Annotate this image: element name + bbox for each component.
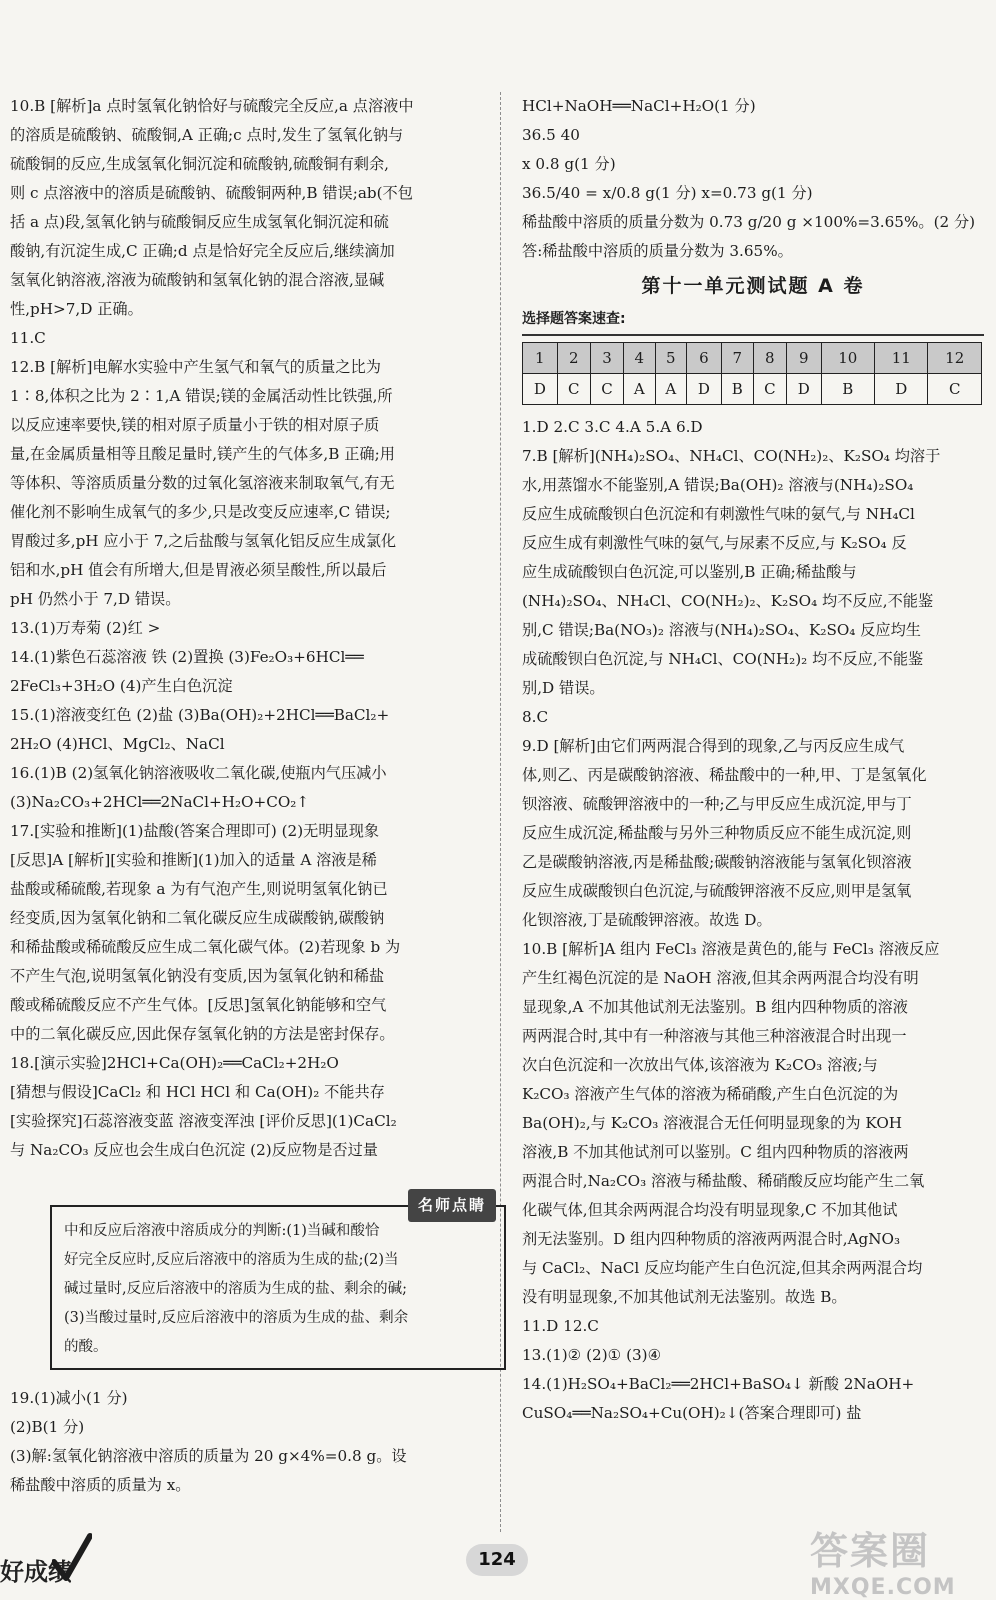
answer-line: 2H₂O (4)HCl、MgCl₂、NaCl — [10, 735, 225, 753]
answer-line: 两两混合时,其中有一种溶液与其他三种溶液混合时出现一 — [522, 1027, 907, 1045]
answer-line: 铝和水,pH 值会有所增大,但是胃液必须呈酸性,所以最后 — [10, 561, 387, 579]
question-number-cell: 7 — [721, 343, 753, 374]
tip-line: 中和反应后溶液中溶质成分的判断:(1)当碱和酸恰 — [64, 1223, 380, 1239]
answer-line: 氢氧化钠溶液,溶液为硫酸钠和氢氧化钠的混合溶液,显碱 — [10, 271, 385, 289]
solution-line: 36.5 40 — [522, 126, 580, 144]
answer-line: 14.(1)H₂SO₄+BaCl₂══2HCl+BaSO₄↓ 新酸 2NaOH+ — [522, 1375, 915, 1393]
answer-line: 8.C — [522, 708, 549, 726]
answer-line: 酸或稀硫酸反应不产生气体。[反思]氢氧化钠能够和空气 — [10, 996, 387, 1014]
answer-cell: D — [687, 374, 722, 405]
answer-line: 与 CaCl₂、NaCl 反应均能产生白色沉淀,但其余两两混合均 — [522, 1259, 923, 1277]
answer-line: CuSO₄══Na₂SO₄+Cu(OH)₂↓(答案合理即可) 盐 — [522, 1404, 862, 1422]
section-title: 第十一单元测试题 A 卷 — [641, 275, 865, 297]
answer-line: 和稀盐酸或稀硫酸反应生成二氧化碳气体。(2)若现象 b 为 — [10, 938, 401, 956]
question-number-cell: 10 — [821, 343, 874, 374]
answer-line: Ba(OH)₂,与 K₂CO₃ 溶液混合无任何明显现象的为 KOH — [522, 1114, 903, 1132]
question-number-cell: 5 — [655, 343, 687, 374]
solution-line: 36.5/40 = x/0.8 g(1 分) x=0.73 g(1 分) — [522, 184, 813, 202]
page-number: 124 — [466, 1544, 528, 1576]
answer-line: 不产生气泡,说明氢氧化钠没有变质,因为氢氧化钠和稀盐 — [10, 967, 385, 985]
answer-line: 以反应速率要快,镁的相对原子质量小于铁的相对原子质 — [10, 416, 380, 434]
answer-line: 乙是碳酸钠溶液,丙是稀盐酸;碳酸钠溶液能与氢氧化钡溶液 — [522, 853, 912, 871]
question-number-cell: 12 — [928, 343, 982, 374]
answer-line: 括 a 点)段,氢氧化钠与硫酸铜反应生成氢氧化铜沉淀和硫 — [10, 213, 389, 231]
answer-line: 7.B [解析](NH₄)₂SO₄、NH₄Cl、CO(NH₂)₂、K₂SO₄ 均溶于 — [522, 447, 941, 465]
answer-line: 催化剂不影响生成氧气的多少,只是改变反应速率,C 错误; — [10, 503, 391, 521]
answer-line: 9.D [解析]由它们两两混合得到的现象,乙与丙反应生成气 — [522, 737, 905, 755]
tip-line: (3)当酸过量时,反应后溶液中的溶质为生成的盐、剩余 — [64, 1310, 409, 1326]
question-number-cell: 9 — [786, 343, 821, 374]
answer-line: 10.B [解析]A 组内 FeCl₃ 溶液是黄色的,能与 FeCl₃ 溶液反应 — [522, 940, 940, 958]
answer-line: 的溶质是硫酸钠、硫酸铜,A 正确;c 点时,发生了氢氧化钠与 — [10, 126, 404, 144]
answer-cell: C — [557, 374, 590, 405]
answer-line: 稀盐酸中溶质的质量为 x。 — [10, 1476, 191, 1494]
answer-line: 12.B [解析]电解水实验中产生氢气和氧气的质量之比为 — [10, 358, 381, 376]
answer-line: 化钡溶液,丁是硫酸钾溶液。故选 D。 — [522, 911, 772, 929]
answer-cell: D — [523, 374, 558, 405]
answer-line: [实验探究]石蕊溶液变蓝 溶液变浑浊 [评价反思](1)CaCl₂ — [10, 1112, 397, 1130]
answer-line: 14.(1)紫色石蕊溶液 铁 (2)置换 (3)Fe₂O₃+6HCl══ — [10, 648, 364, 666]
answer-line: 水,用蒸馏水不能鉴别,A 错误;Ba(OH)₂ 溶液与(NH₄)₂SO₄ — [522, 476, 914, 494]
answer-cell: B — [821, 374, 874, 405]
right-answer-lines — [522, 413, 984, 1428]
answer-line: (2)B(1 分) — [10, 1418, 85, 1436]
answer-line: 盐酸或稀硫酸,若现象 a 为有气泡产生,则说明氢氧化钠已 — [10, 880, 388, 898]
solution-line: 稀盐酸中溶质的质量分数为 0.73 g/20 g ×100%=3.65%。(2 分) — [522, 213, 976, 231]
answer-cell: D — [786, 374, 821, 405]
answer-cell: C — [928, 374, 982, 405]
answer-line: 与 Na₂CO₃ 反应也会生成白色沉淀 (2)反应物是否过量 — [10, 1141, 378, 1159]
answer-line: [猜想与假设]CaCl₂ 和 HCl HCl 和 Ca(OH)₂ 不能共存 — [10, 1083, 385, 1101]
answer-line: 显现象,A 不加其他试剂无法鉴别。B 组内四种物质的溶液 — [522, 998, 908, 1016]
answer-line: 产生红褐色沉淀的是 NaOH 溶液,但其余两两混合均没有明 — [522, 969, 919, 987]
watermark — [810, 1520, 990, 1600]
answer-line: 10.B [解析]a 点时氢氧化钠恰好与硫酸完全反应,a 点溶液中 — [10, 97, 414, 115]
answer-line: 成硫酸钡白色沉淀,与 NH₄Cl、CO(NH₂)₂ 均不反应,不能鉴 — [522, 650, 924, 668]
answer-line: 体,则乙、丙是碳酸钠溶液、稀盐酸中的一种,甲、丁是氢氧化 — [522, 766, 927, 784]
answer-line: 别,C 错误;Ba(NO₃)₂ 溶液与(NH₄)₂SO₄、K₂SO₄ 反应均生 — [522, 621, 921, 639]
answer-line: 硫酸铜的反应,生成氢氧化铜沉淀和硫酸钠,硫酸铜有剩余, — [10, 155, 389, 173]
answer-table-answer-row — [523, 374, 982, 405]
checkmark-icon — [52, 1532, 92, 1582]
question-number-cell: 11 — [875, 343, 928, 374]
answer-line: 反应生成碳酸钡白色沉淀,与硫酸钾溶液不反应,则甲是氢氧 — [522, 882, 912, 900]
watermark-text: 答案圈 — [810, 1529, 931, 1573]
answer-line: 中的二氧化碳反应,因此保存氢氧化钠的方法是密封保存。 — [10, 1025, 395, 1043]
answer-line: 两混合时,Na₂CO₃ 溶液与稀盐酸、稀硝酸反应均能产生二氧 — [522, 1172, 925, 1190]
answer-line: 反应生成沉淀,稀盐酸与另外三种物质反应不能生成沉淀,则 — [522, 824, 912, 842]
answer-line: 等体积、等溶质质量分数的过氧化氢溶液来制取氧气,有无 — [10, 474, 395, 492]
answer-cell: C — [753, 374, 786, 405]
answer-line: 反应生成硫酸钡白色沉淀和有刺激性气味的氨气,与 NH₄Cl — [522, 505, 915, 523]
tip-line: 碱过量时,反应后溶液中的溶质为生成的盐、剩余的碱; — [64, 1281, 407, 1297]
answer-line: 溶液,B 不加其他试剂可以鉴别。C 组内四种物质的溶液两 — [522, 1143, 909, 1161]
answer-line: K₂CO₃ 溶液产生气体的溶液为稀硝酸,产生白色沉淀的为 — [522, 1085, 899, 1103]
answer-line: (3)Na₂CO₃+2HCl══2NaCl+H₂O+CO₂↑ — [10, 793, 310, 811]
quick-answer-subtitle: 选择题答案速查: — [522, 305, 984, 336]
answer-line: 性,pH>7,D 正确。 — [10, 300, 143, 318]
answer-line: 17.[实验和推断](1)盐酸(答案合理即可) (2)无明显现象 — [10, 822, 380, 840]
right-column — [522, 92, 984, 1428]
answer-line: 经变质,因为氢氧化钠和二氧化碳反应生成碳酸钠,碳酸钠 — [10, 909, 385, 927]
answer-line: 没有明显现象,不加其他试剂无法鉴别。故选 B。 — [522, 1288, 847, 1306]
answer-line: 别,D 错误。 — [522, 679, 605, 697]
answer-cell: C — [590, 374, 623, 405]
question-number-cell: 3 — [590, 343, 623, 374]
answer-table-number-row — [523, 343, 982, 374]
brand-logo-text: 好成绩 — [0, 1558, 72, 1586]
answer-line: 16.(1)B (2)氢氧化钠溶液吸收二氧化碳,使瓶内气压减小 — [10, 764, 387, 782]
teacher-tip-text — [64, 1217, 492, 1362]
answer-line: 应生成硫酸钡白色沉淀,可以鉴别,B 正确;稀盐酸与 — [522, 563, 857, 581]
answer-line: 19.(1)减小(1 分) — [10, 1389, 128, 1407]
question-number-cell: 6 — [687, 343, 722, 374]
question-number-cell: 2 — [557, 343, 590, 374]
answer-line: [反思]A [解析][实验和推断](1)加入的适量 A 溶液是稀 — [10, 851, 377, 869]
answer-line: 反应生成有刺激性气味的氨气,与尿素不反应,与 K₂SO₄ 反 — [522, 534, 907, 552]
answer-cell: A — [624, 374, 656, 405]
answer-line: pH 仍然小于 7,D 错误。 — [10, 590, 181, 608]
answer-line: (3)解:氢氧化钠溶液中溶质的质量为 20 g×4%=0.8 g。设 — [10, 1447, 407, 1465]
right-solution-lines — [522, 92, 984, 266]
answer-line: 1.D 2.C 3.C 4.A 5.A 6.D — [522, 418, 703, 436]
solution-line: HCl+NaOH══NaCl+H₂O(1 分) — [522, 97, 756, 115]
left-answer-tail — [10, 1384, 488, 1500]
question-number-cell: 4 — [624, 343, 656, 374]
answer-line: 胃酸过多,pH 应小于 7,之后盐酸与氢氧化铝反应生成氯化 — [10, 532, 397, 550]
answer-line: (NH₄)₂SO₄、NH₄Cl、CO(NH₂)₂、K₂SO₄ 均不反应,不能鉴 — [522, 592, 934, 610]
question-number-cell: 1 — [523, 343, 558, 374]
solution-line: 答:稀盐酸中溶质的质量分数为 3.65%。 — [522, 242, 793, 260]
answer-line: 15.(1)溶液变红色 (2)盐 (3)Ba(OH)₂+2HCl══BaCl₂+ — [10, 706, 390, 724]
watermark-url: MXQE.COM — [810, 1575, 956, 1600]
tip-line: 的酸。 — [64, 1339, 108, 1355]
left-answer-lines — [10, 92, 488, 1165]
answer-line: 11.D 12.C — [522, 1317, 599, 1335]
tip-line: 好完全反应时,反应后溶液中的溶质为生成的盐;(2)当 — [64, 1252, 399, 1268]
answer-cell: B — [721, 374, 753, 405]
answer-line: 1∶8,体积之比为 2∶1,A 错误;镁的金属活动性比铁强,所 — [10, 387, 393, 405]
answer-line: 18.[演示实验]2HCl+Ca(OH)₂══CaCl₂+2H₂O — [10, 1054, 339, 1072]
left-column — [10, 92, 488, 1500]
teacher-tip-badge: 名师点睛 — [408, 1189, 496, 1222]
answer-line: 酸钠,有沉淀生成,C 正确;d 点是恰好完全反应后,继续滴加 — [10, 242, 395, 260]
solution-line: x 0.8 g(1 分) — [522, 155, 616, 173]
answer-cell: D — [875, 374, 928, 405]
answer-cell: A — [655, 374, 687, 405]
answer-line: 则 c 点溶液中的溶质是硫酸钠、硫酸铜两种,B 错误;ab(不包 — [10, 184, 413, 202]
answer-line: 剂无法鉴别。D 组内四种物质的溶液两两混合时,AgNO₃ — [522, 1230, 901, 1248]
answer-line: 次白色沉淀和一次放出气体,该溶液为 K₂CO₃ 溶液;与 — [522, 1056, 878, 1074]
answer-line: 2FeCl₃+3H₂O (4)产生白色沉淀 — [10, 677, 233, 695]
answer-line: 化碳气体,但其余两两混合均没有明显现象,C 不加其他试 — [522, 1201, 898, 1219]
teacher-tip-box — [50, 1196, 506, 1370]
question-number-cell: 8 — [753, 343, 786, 374]
answer-line: 钡溶液、硫酸钾溶液中的一种;乙与甲反应生成沉淀,甲与丁 — [522, 795, 912, 813]
answer-line: 13.(1)② (2)① (3)④ — [522, 1346, 662, 1364]
answer-line: 13.(1)万寿菊 (2)红 > — [10, 619, 161, 637]
answer-line: 11.C — [10, 329, 46, 347]
answer-table — [522, 342, 982, 405]
answer-line: 量,在金属质量相等且酸足量时,镁产生的气体多,B 正确;用 — [10, 445, 395, 463]
